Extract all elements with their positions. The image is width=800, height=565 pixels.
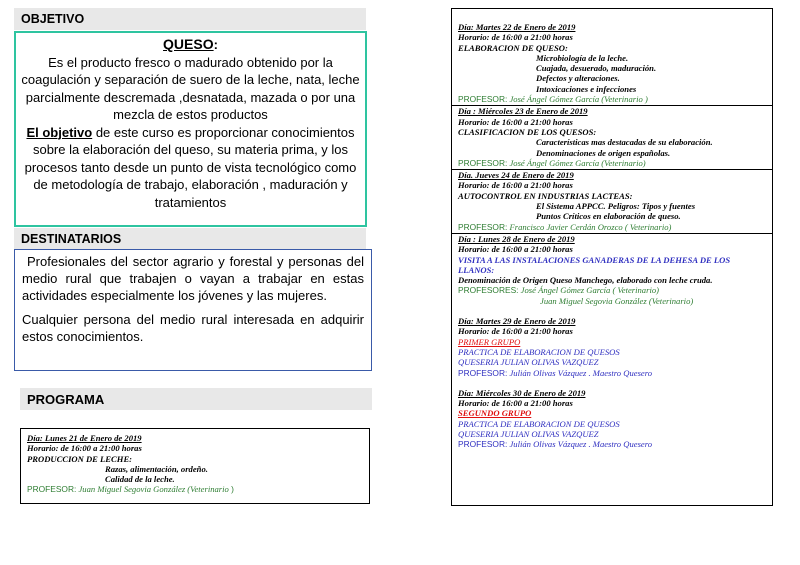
destinatarios-paragraph-1: Profesionales del sector agrario y forestal y personas del medio rural que trabajen o vayan a trabajar en estas actividades especialmente los jóvenes y las mujeres.: [22, 254, 364, 303]
day4-title: AUTOCONTROL EN INDUSTRIAS LACTEAS:: [458, 190, 633, 201]
day6-date: Día: Martes 29 de Enero de 2019: [458, 316, 576, 327]
day2-item: Defectos y alteraciones.: [536, 73, 620, 84]
profesor-name: José Ángel Gómez García (Veterinario ): [507, 94, 648, 105]
day6-queseria: QUESERIA JULIAN OLIVAS VAZQUEZ: [458, 357, 599, 368]
day3-profesor: [458, 158, 766, 168]
day7-grupo: SEGUNDO GRUPO: [458, 408, 532, 419]
day7-profesor: [458, 439, 766, 449]
day4-item: El Sistema APPCC. Peligros: Tipos y fuentes: [536, 201, 696, 212]
profesor-label: PROFESOR:: [458, 94, 508, 105]
objetivo-header: OBJETIVO: [14, 8, 366, 30]
queso-title: QUESO: [163, 36, 214, 52]
programa-header: PROGRAMA: [20, 388, 372, 410]
profesor-label: PROFESOR:: [458, 367, 508, 378]
destinatarios-header: DESTINATARIOS: [14, 228, 366, 250]
profesor-name: Julián Olivas Vázquez . Maestro Quesero: [507, 439, 653, 450]
program-day-1: [20, 428, 370, 504]
profesor-label: PROFESOR:: [458, 157, 508, 168]
profesor-close: ): [228, 484, 234, 495]
day7-practica: PRACTICA DE ELABORACION DE QUESOS: [458, 418, 620, 429]
day6-practica: PRACTICA DE ELABORACION DE QUESOS: [458, 346, 620, 357]
day6-profesor: [458, 368, 766, 378]
day2-horario: Horario: de 16:00 a 21:00 horas: [458, 32, 573, 43]
day5-title: VISITA A LAS INSTALACIONES GANADERAS DE LA DEHESA DE LOS LLANOS:: [458, 254, 731, 275]
profesor-label: PROFESOR:: [458, 221, 508, 232]
day3-date: Día : Miércoles 23 de Enero de 2019: [458, 106, 588, 117]
profesor-name: Francisco Javier Cerdán Orozco ( Veterinario): [507, 221, 672, 232]
day4-date: Día. Jueves 24 de Enero de 2019: [458, 170, 574, 181]
day5-profesores: [458, 285, 766, 295]
day3-title: CLASIFICACION DE LOS QUESOS:: [458, 126, 597, 137]
queso-colon: :: [213, 37, 218, 52]
day1-item: Calidad de la leche.: [105, 474, 175, 485]
day5-extra: Denominación de Origen Queso Manchego, elaborado con leche cruda.: [458, 275, 713, 286]
day1-date: Día: Lunes 21 de Enero de 2019: [27, 433, 142, 443]
day1-profesor: [27, 484, 363, 494]
objective-lead: El objetivo: [26, 124, 93, 140]
objective-text: de este curso es proporcionar conocimientos sobre la elaboración del queso, su materia prima, y los procesos tanto desde un punto de vista tecnológico como de metodología de trabajo, elaboración , maduración y tratamientos: [24, 124, 357, 210]
objetivo-box: [14, 31, 367, 227]
day4-profesor: [458, 222, 766, 232]
day2-title: ELABORACION DE QUESO:: [458, 42, 568, 53]
day2-item: Intoxicaciones e infecciones: [536, 83, 637, 94]
program-schedule-box: [451, 8, 773, 506]
queso-heading: [18, 36, 363, 54]
day5-horario: Horario: de 16:00 a 21:00 horas: [458, 244, 573, 255]
profesor-label: PROFESOR:: [27, 484, 77, 495]
day6-grupo: PRIMER GRUPO: [458, 336, 521, 347]
day2-date: Día: Martes 22 de Enero de 2019: [458, 22, 576, 32]
profesor-name: Juan Miguel Segovia González (Veterinario: [76, 484, 229, 495]
day3-horario: Horario: de 16:00 a 21:00 horas: [458, 116, 573, 127]
day7-queseria: QUESERIA JULIAN OLIVAS VAZQUEZ: [458, 428, 599, 439]
day5-profesor-2: Juan Miguel Segovia González (Veterinario): [540, 295, 694, 306]
day5-date: Día : Lunes 28 de Enero de 2019: [458, 233, 575, 244]
profesor-name: José Ángel Gómez García ( Veterinario): [518, 285, 659, 296]
profesores-label: PROFESORES:: [458, 285, 519, 296]
objective-paragraph: [18, 124, 363, 212]
profesor-label: PROFESOR:: [458, 439, 508, 450]
profesor-name: José Ángel Gómez García (Veterinario): [507, 157, 646, 168]
day3-item: Características mas destacadas de su elaboración.: [536, 137, 713, 148]
day2-profesor: [458, 94, 766, 104]
day2-item: Cuajada, desuerado, maduración.: [536, 63, 657, 74]
profesor-name: Julián Olivas Vázquez . Maestro Quesero: [507, 367, 653, 378]
day2-item: Microbiología de la leche.: [536, 52, 629, 63]
day6-horario: Horario: de 16:00 a 21:00 horas: [458, 326, 573, 337]
day1-item: Razas, alimentación, ordeño.: [105, 463, 208, 474]
day1-title: PRODUCCION DE LECHE:: [27, 453, 133, 464]
queso-definition: Es el producto fresco o madurado obtenido por la coagulación y separación de suero de la leche, nata, leche parcialmente descremada ,desnatada, mazada o por una mezcla de estos productos: [21, 54, 360, 122]
destinatarios-paragraph-2: Cualquier persona del medio rural interesada en adquirir estos conocimientos.: [22, 312, 364, 344]
day7-date: Día: Miércoles 30 de Enero de 2019: [458, 387, 586, 398]
destinatarios-box: [14, 249, 372, 371]
day1-horario: Horario: de 16:00 a 21:00 horas: [27, 443, 142, 454]
day7-horario: Horario: de 16:00 a 21:00 horas: [458, 398, 573, 409]
day4-item: Puntos Críticos en elaboración de queso.: [536, 211, 681, 222]
day4-horario: Horario: de 16:00 a 21:00 horas: [458, 180, 573, 191]
day3-item: Denominaciones de origen españolas.: [536, 147, 671, 158]
